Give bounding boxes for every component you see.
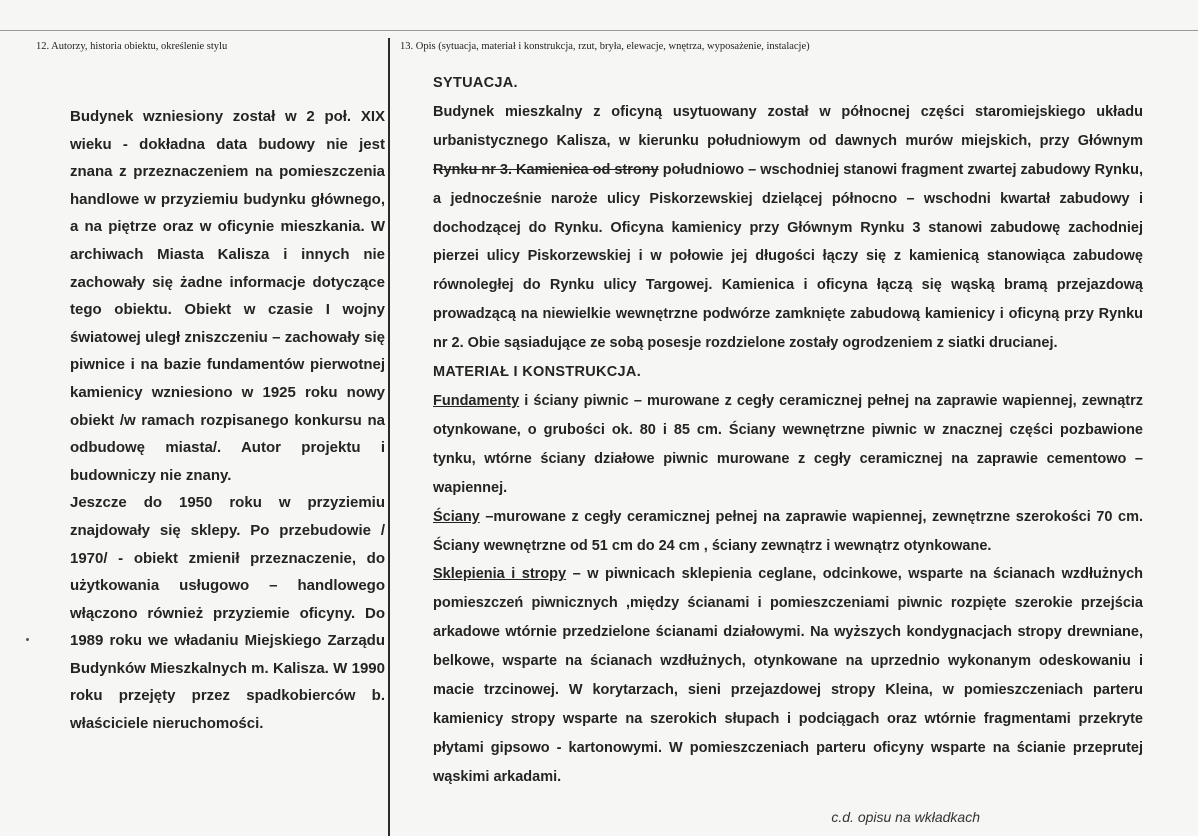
column-divider: [388, 38, 390, 836]
foundations-term: Fundamenty: [433, 392, 520, 409]
situation-text-b: południowo – wschodniej stanowi fragment zwartej zabudowy Rynku, a jednocześnie naroże ulicy Piskorzewskiej dzielącej północno – wschodni kwartał zabudowy i dochodzącej do Rynku. Oficyna kamienicy przy Głównym Rynku 3 stanowi zabudowę zachodniej pierzei ulicy Piskorzewskiej i w połowie jej długości łączy się z kamienicą stanowiąca zabudowę równoległej do Rynku ulicy Targowej. Kamienica i oficyna łączą się wąską bramą przejazdową prowadzącą na niewielkie wewnętrzne podwórze zamknięte zabudową kamienicy i oficyną przy Rynku nr 2. Obie sąsiadujące ze sobą posesje rozdzielone zostały ogrodzeniem z siatki drucianej.: [433, 161, 1143, 352]
walls-text: –murowane z cegły ceramicznej pełnej na zaprawie wapiennej, zewnętrzne szerokości 70 cm. Ściany wewnętrzne od 51 cm do 24 cm , ściany zewnątrz i wewnątrz otynkowane.: [433, 508, 1143, 554]
foundations-paragraph: [433, 387, 1143, 503]
continuation-note: c.d. opisu na wkładkach: [831, 809, 980, 825]
vaults-text: – w piwnicach sklepienia ceglane, odcinkowe, wsparte na ścianach wzdłużnych pomieszczeń piwnicznych ,między ścianami i pomieszczeniami piwnic rozpięte szerokie przejścia arkadowe wtórnie przedzielone ścianami działowymi. Na wyższych kondygnacjach stropy drewniane, belkowe, wsparte na ścianach wzdłużnych, otynkowane na uprzednio wykonanym odeskowaniu i macie trzcinowej. W korytarzach, sieni przejazdowej stropy Kleina, w pomieszczeniach parteru kamienicy stropy wsparte na szerokich słupach i podciągach oraz wtórnie fragmentami przekryte płytami gipsowo - kartonowymi. W pomieszczeniach parteru oficyny wsparte na ścianie przeprutej wąskimi arkadami.: [433, 566, 1143, 785]
history-paragraph-1: Budynek wzniesiony został w 2 poł. XIX wieku - dokładna data budowy nie jest znana z przeznaczeniem na pomieszczenia handlowe w przyziemiu budynku głównego, a na piętrze oraz w oficynie mieszkania. W archiwach Miasta Kalisza i innych nie zachowały się żadne informacje dotyczące tego obiektu. Obiekt w czasie I wojny światowej uległ zniszczeniu – zachowały się piwnice i na bazie fundamentów pierwotnej kamienicy wzniesiono w 1925 roku nowy obiekt /w ramach rozpisanego konkursu na odbudowę miasta/. Autor projektu i budowniczy nie znany.: [70, 108, 385, 484]
vaults-term: Sklepienia i stropy: [433, 566, 567, 583]
situation-struck-text: Rynku nr 3. Kamienica od strony: [433, 161, 659, 178]
walls-paragraph: [433, 503, 1143, 561]
history-paragraph-2: Jeszcze do 1950 roku w przyziemiu znajdowały się sklepy. Po przebudowie / 1970/ - obiekt zmienił przeznaczenie, do użytkowania usługowo – handlowego włączono również przyziemie oficyny. Do 1989 roku we władaniu Miejskiego Zarządu Budynków Mieszkalnych m. Kalisza. W 1990 roku przejęty przez spadkobierców b. właściciele nieruchomości.: [70, 494, 385, 733]
top-rule: [0, 30, 1198, 31]
history-column: [70, 103, 385, 738]
situation-paragraph: [433, 98, 1143, 358]
margin-mark: [26, 638, 29, 641]
foundations-text: i ściany piwnic – murowane z cegły ceramicznej pełnej na zaprawie wapiennej, zewnątrz otynkowane, o grubości ok. 80 i 85 cm. Ściany wewnętrzne piwnic w znacznej części pozbawione tynku, wtórne ściany działowe piwnic murowane z cegły ceramicznej na zaprawie cementowo – wapiennej.: [433, 392, 1143, 496]
situation-title: SYTUACJA.: [433, 75, 518, 91]
left-column-header: 12. Autorzy, historia obiektu, określenie stylu: [36, 41, 228, 52]
right-column-header: 13. Opis (sytuacja, materiał i konstrukcja, rzut, bryła, elewacje, wnętrza, wyposażenie, instalacje): [400, 41, 810, 52]
situation-text-a: Budynek mieszkalny z oficyną usytuowany został w północnej części staromiejskiego układu urbanistycznego Kalisza, w kierunku południowym od dawnych murów miejskich, przy Głównym: [433, 103, 1143, 149]
vaults-paragraph: [433, 560, 1143, 791]
walls-term: Ściany: [433, 508, 480, 525]
material-title: MATERIAŁ I KONSTRUKCJA.: [433, 364, 642, 381]
description-column: [433, 69, 1143, 792]
